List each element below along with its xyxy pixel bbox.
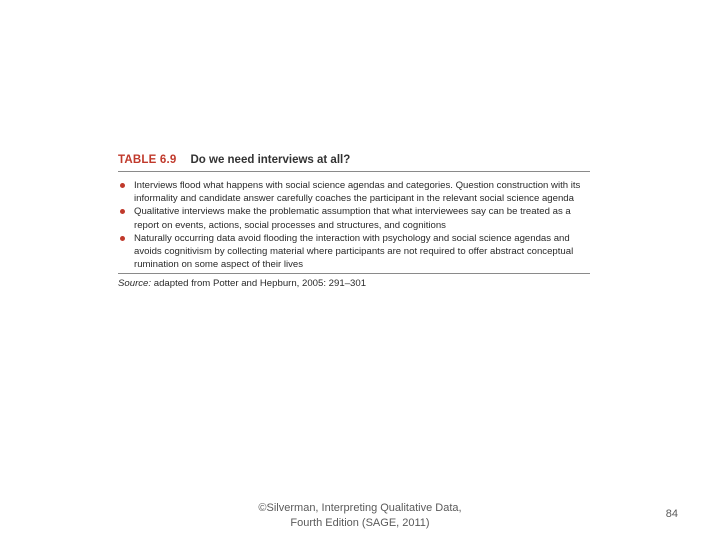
list-item	[118, 205, 590, 231]
table-bottom-rule	[118, 273, 590, 274]
bullet-text: Naturally occurring data avoid flooding the interaction with psychology and social science agendas and avoids cognitivism by collecting material where participants are not required to offer abstract conceptual rumination on some aspect of their lives	[134, 232, 574, 271]
table-source	[118, 278, 590, 289]
list-item	[118, 232, 590, 272]
table-label: TABLE 6.9	[118, 154, 177, 166]
bullet-text: Interviews flood what happens with social science agendas and categories. Question construction with its informality and candidate answer carefully coaches the participant in the relevant social science agenda	[134, 180, 581, 205]
citation-line-2: Fourth Edition (SAGE, 2011)	[290, 517, 430, 529]
source-text: adapted from Potter and Hepburn, 2005: 291–301	[153, 278, 367, 290]
footer-citation	[230, 501, 490, 531]
table-heading: Do we need interviews at all?	[190, 154, 351, 166]
citation-line-1: ©Silverman, Interpreting Qualitative Data,	[258, 502, 462, 514]
table-top-rule	[118, 171, 590, 172]
bullet-text: Qualitative interviews make the problematic assumption that what interviewees say can be treated as a report on events, actions, social processes and structures, and cognitions	[134, 206, 571, 231]
table-title	[118, 150, 590, 170]
bullet-icon	[120, 236, 125, 241]
bullet-icon	[120, 183, 125, 188]
bullet-list	[118, 179, 590, 271]
page-number: 84	[665, 508, 678, 520]
table-6-9	[118, 150, 590, 289]
list-item	[118, 179, 590, 205]
source-label: Source:	[118, 278, 152, 290]
bullet-icon	[120, 209, 125, 214]
